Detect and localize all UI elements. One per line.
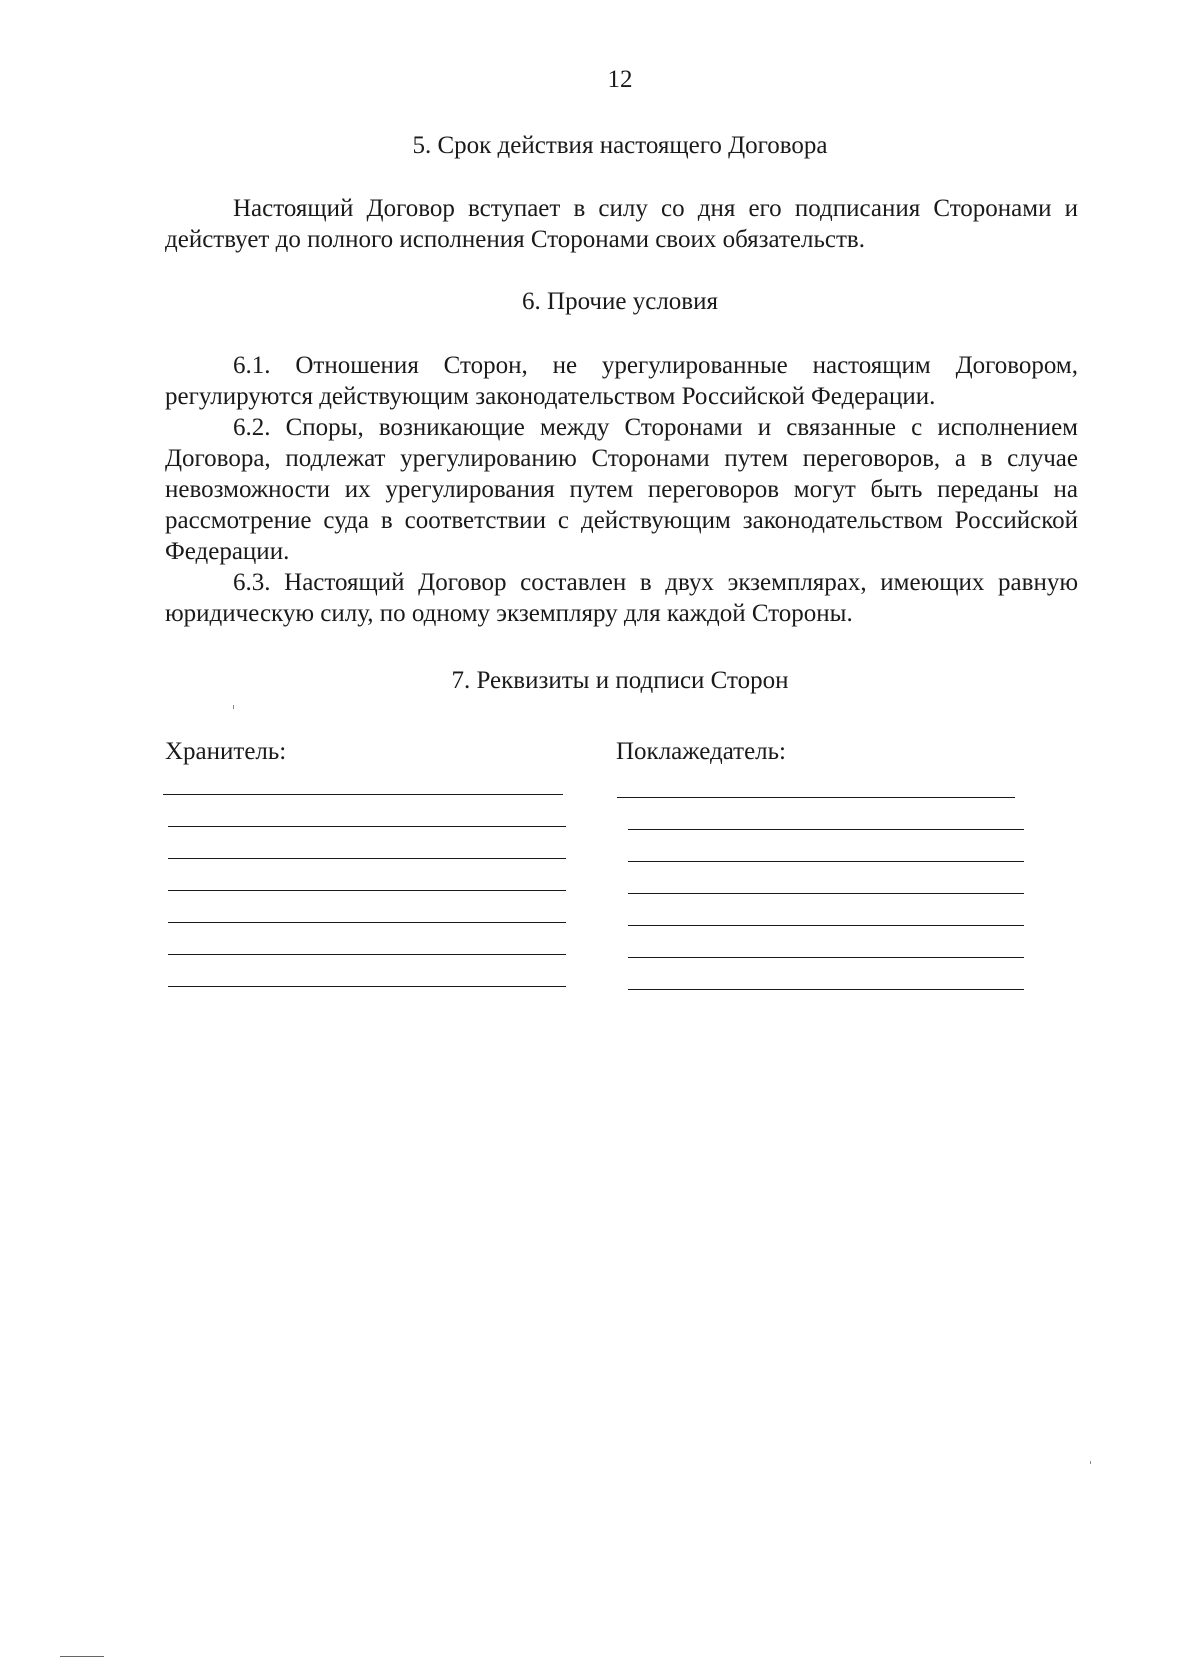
section-5-heading: 5. Срок действия настоящего Договора [412,132,828,159]
clause-6-1: 6.1. Отношения Сторон, не урегулированные настоящим Договором, регулируются действующим законодательством Российской Федерации. [165,352,1078,410]
page-number: 12 [607,66,633,93]
bailor-label: Поклажедатель: [616,738,786,765]
custodian-line-1 [163,794,563,795]
section-6-body [165,350,1078,629]
custodian-line-5 [168,922,566,923]
scan-speck [1090,1461,1091,1464]
clause-6-2: 6.2. Споры, возникающие между Сторонами и связанные с исполнением Договора, подлежат урегулированию Сторонами путем переговоров, а в случае невозможности их урегулирования путем переговоров могут быть переданы на рассмотрение суда в соответствии с действующим законодательством Российской Федерации. [165,414,1078,565]
custodian-label: Хранитель: [165,738,287,765]
custodian-line-4 [168,890,566,891]
section-5-body [165,193,1078,255]
section-6-heading: 6. Прочие условия [522,288,718,315]
bailor-line-7 [628,989,1024,990]
bailor-line-6 [628,957,1024,958]
bailor-line-5 [628,925,1024,926]
bailor-line-2 [628,829,1024,830]
clause-6-3: 6.3. Настоящий Договор составлен в двух экземплярах, имеющих равную юридическую силу, по одному экземпляру для каждой Стороны. [165,569,1078,627]
custodian-line-6 [168,954,566,955]
scan-mark [60,1656,104,1657]
custodian-line-3 [168,858,566,859]
section-5-paragraph: Настоящий Договор вступает в силу со дня его подписания Сторонами и действует до полного исполнения Сторонами своих обязательств. [165,195,1078,253]
bailor-line-3 [628,861,1024,862]
scan-speck [233,705,234,709]
custodian-line-2 [168,826,566,827]
custodian-line-7 [168,986,566,987]
section-7-heading: 7. Реквизиты и подписи Сторон [451,667,789,694]
bailor-line-4 [628,893,1024,894]
bailor-line-1 [617,797,1015,798]
